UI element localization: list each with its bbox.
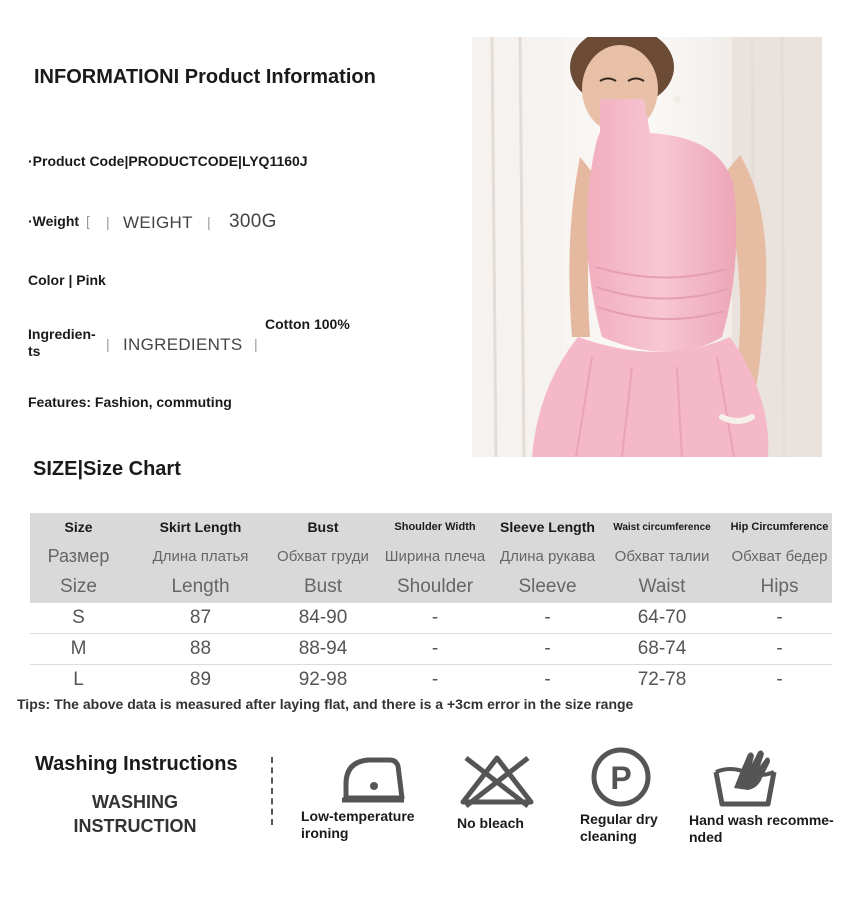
header-cell: Длина платья	[127, 541, 274, 571]
table-row	[30, 665, 832, 696]
ingredients-label-line1: Ingredien-	[28, 326, 96, 342]
caption-line: Low-temperature	[301, 808, 415, 824]
header-row-ru	[30, 541, 832, 571]
caption-line: nded	[689, 829, 723, 845]
caption-line: No bleach	[457, 815, 524, 831]
table-cell: -	[498, 634, 597, 665]
hand-wash-caption	[689, 812, 834, 846]
header-cell: Size	[30, 513, 127, 541]
no-bleach-caption	[457, 815, 524, 832]
header-cell: Bust	[274, 571, 372, 603]
table-cell: 84-90	[274, 603, 372, 634]
table-cell: 68-74	[597, 634, 727, 665]
table-cell: -	[727, 634, 832, 665]
table-cell: L	[73, 669, 84, 690]
table-cell: 88	[127, 634, 274, 665]
size-tips: Tips: The above data is measured after laying flat, and there is a +3cm error in the size range	[17, 696, 634, 712]
table-cell: -	[544, 669, 551, 690]
no-bleach-icon	[458, 752, 536, 813]
iron-low-temperature-icon	[338, 752, 406, 811]
weight-value: 300G	[229, 211, 277, 232]
header-row-short	[30, 571, 832, 603]
table-row	[30, 634, 832, 665]
washing-subtitle	[50, 790, 220, 838]
size-chart-table	[30, 513, 832, 695]
header-cell: Waist circumference	[597, 513, 727, 541]
info-title: INFORMATIONI Product Information	[34, 66, 376, 88]
ingredients-en-label: INGREDIENTS	[123, 335, 243, 354]
table-cell: 64-70	[597, 603, 727, 634]
separator: [	[86, 213, 90, 229]
caption-line: Regular dry	[580, 811, 658, 827]
table-cell: -	[431, 669, 439, 690]
table-cell: M	[30, 634, 127, 665]
model-illustration	[472, 37, 822, 457]
header-cell: Waist	[597, 571, 727, 603]
table-cell: 72-78	[637, 669, 687, 690]
features-row: Features: Fashion, commuting	[28, 394, 232, 410]
header-cell: Hip Circumference	[727, 513, 832, 541]
product-photo	[472, 37, 822, 457]
ingredients-value: Cotton 100%	[265, 316, 350, 332]
header-cell: Ширина плеча	[372, 541, 498, 571]
table-cell: 89	[189, 669, 212, 690]
separator: |	[106, 336, 110, 352]
table-cell: -	[372, 634, 498, 665]
table-cell: S	[30, 603, 127, 634]
separator: |	[207, 214, 211, 230]
ingredients-label	[28, 326, 96, 360]
header-cell: Shoulder	[372, 571, 498, 603]
color-row: Color | Pink	[28, 272, 106, 288]
hand-wash-icon	[712, 748, 778, 813]
header-cell: Обхват бедер	[727, 541, 832, 571]
svg-text:P: P	[610, 760, 632, 796]
washing-subtitle-line1: WASHING	[91, 792, 178, 812]
table-cell: 92-98	[298, 669, 348, 690]
washing-title: Washing Instructions	[35, 753, 238, 775]
table-cell: -	[372, 603, 498, 634]
header-cell: Length	[127, 571, 274, 603]
divider	[271, 757, 273, 825]
header-cell: Обхват груди	[274, 541, 372, 571]
caption-line: cleaning	[580, 828, 637, 844]
dry-clean-p-icon	[590, 746, 652, 813]
table-cell: -	[727, 603, 832, 634]
header-cell: Skirt Length	[127, 513, 274, 541]
header-cell: Обхват талии	[597, 541, 727, 571]
header-cell: Size	[30, 571, 127, 603]
header-cell: Shoulder Width	[372, 513, 498, 541]
iron-caption	[301, 808, 415, 842]
header-cell: Sleeve Length	[498, 513, 597, 541]
table-cell: -	[498, 603, 597, 634]
size-chart-title: SIZE|Size Chart	[33, 458, 181, 480]
product-code: ·Product Code|PRODUCTCODE|LYQ1160J	[28, 153, 308, 169]
weight-en-label: WEIGHT	[123, 213, 193, 232]
header-row-en	[30, 513, 832, 541]
separator: |	[106, 214, 110, 230]
header-cell: Длина рукава	[498, 541, 597, 571]
weight-label: ·Weight	[28, 213, 80, 229]
header-cell: Bust	[274, 513, 372, 541]
table-cell: -	[776, 669, 783, 690]
table-cell: 88-94	[274, 634, 372, 665]
dry-clean-caption	[580, 811, 658, 845]
header-cell: Hips	[727, 571, 832, 603]
separator: |	[254, 336, 258, 352]
header-cell: Размер	[30, 541, 127, 571]
caption-line: Hand wash recomme-	[689, 812, 834, 828]
table-cell: 87	[127, 603, 274, 634]
table-row	[30, 603, 832, 634]
ingredients-label-line2: ts	[28, 343, 41, 359]
header-cell: Sleeve	[498, 571, 597, 603]
washing-subtitle-line2: INSTRUCTION	[73, 816, 197, 836]
caption-line: ironing	[301, 825, 349, 841]
